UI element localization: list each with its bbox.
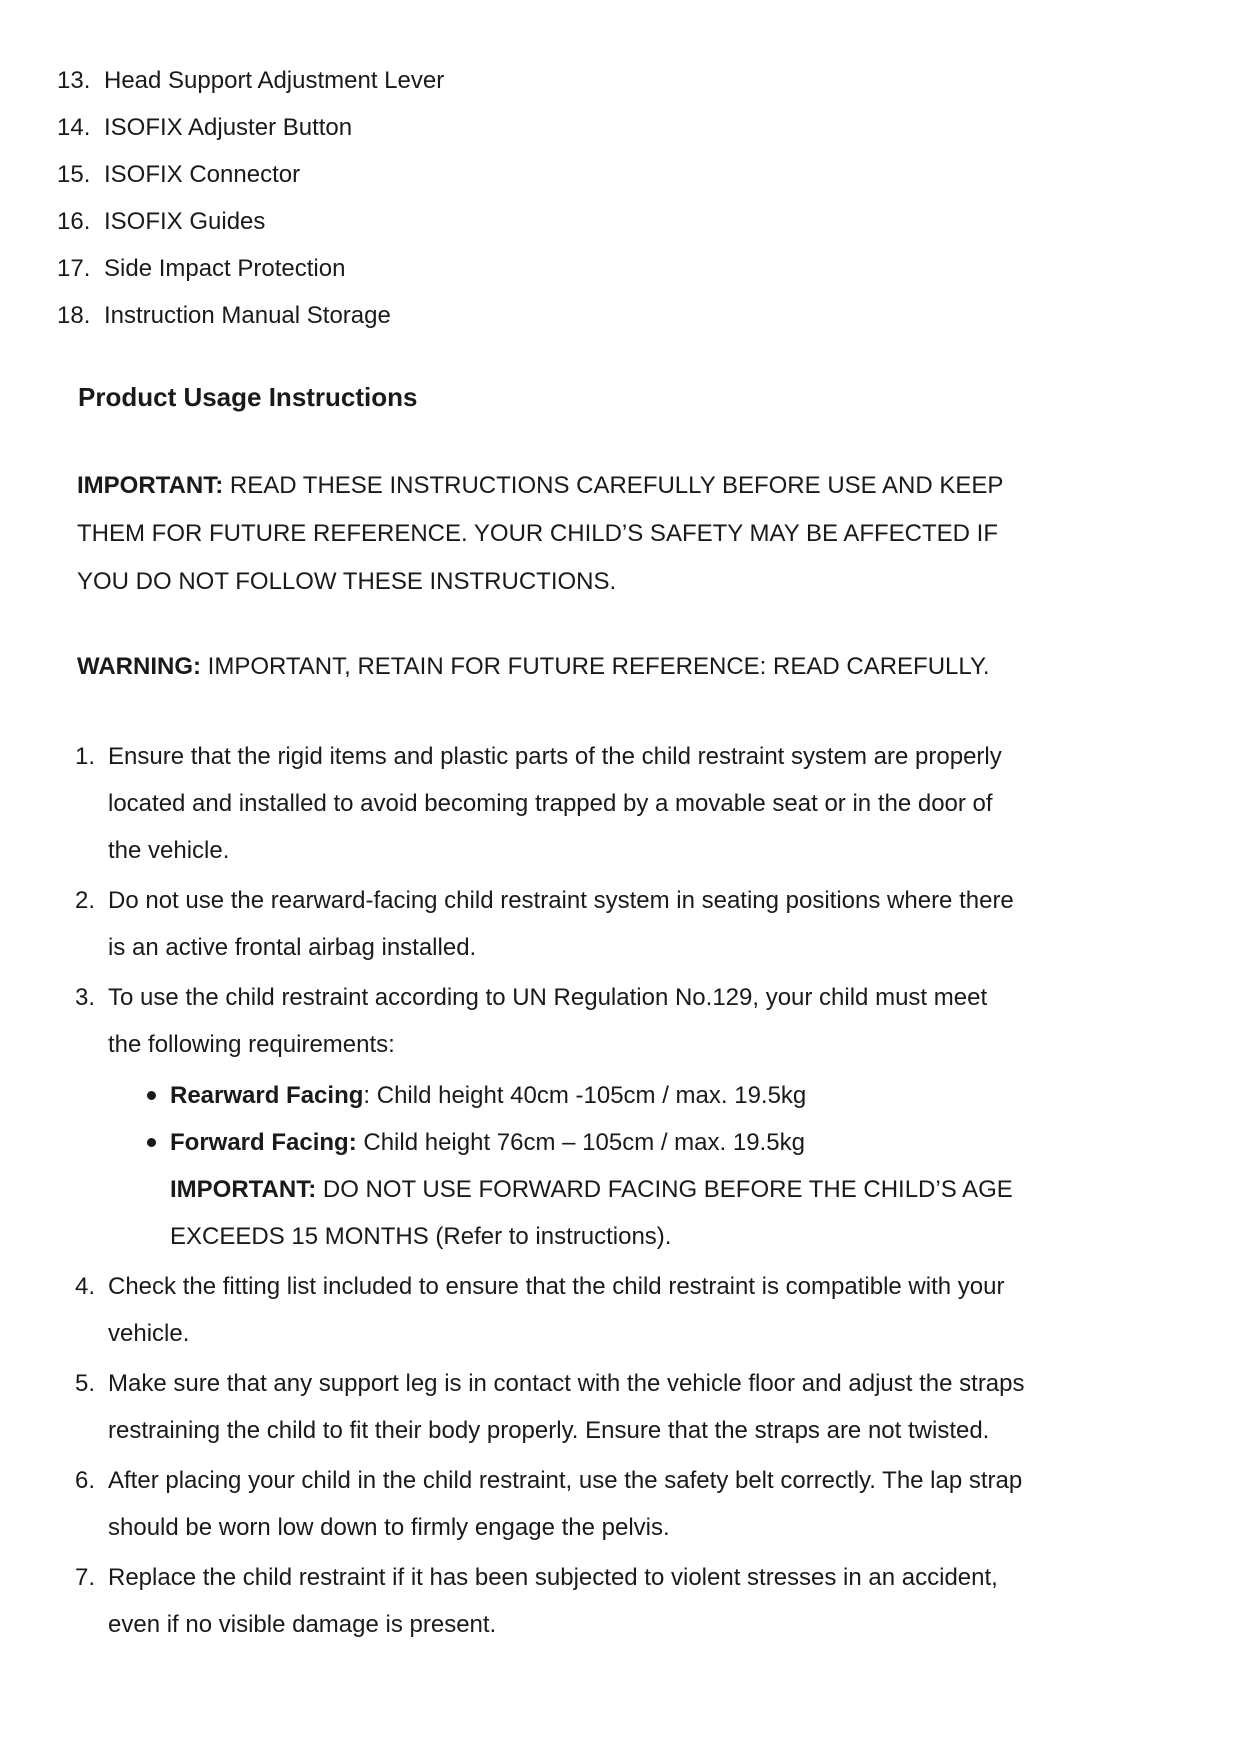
item-label: Instruction Manual Storage — [104, 302, 391, 329]
item-text: Replace the child restraint if it has been subjected to violent stresses in an accident, even if no visible damage is present. — [108, 1564, 998, 1638]
instruction-item-1 — [75, 733, 1025, 874]
parts-list-item-15 — [57, 151, 1240, 198]
instruction-item-4 — [75, 1263, 1025, 1357]
instruction-item-3 — [75, 974, 1025, 1260]
important-text: READ THESE INSTRUCTIONS CAREFULLY BEFORE USE AND KEEP THEM FOR FUTURE REFERENCE. YOUR CHILD’S SAFETY MAY BE AFFECTED IF YOU DO NOT FOLLOW THESE INSTRUCTIONS. — [77, 472, 1003, 595]
bullet-forward-facing — [108, 1119, 1025, 1166]
instruction-item-7 — [75, 1554, 1025, 1648]
item-number: 18. — [57, 302, 91, 329]
item-text: Make sure that any support leg is in contact with the vehicle floor and adjust the straps restraining the child to fit their body properly. Ensure that the straps are not twisted. — [108, 1370, 1025, 1444]
instruction-item-5 — [75, 1360, 1025, 1454]
warning-label: WARNING: — [77, 653, 201, 680]
bullet-rearward-facing — [108, 1072, 1025, 1119]
section-title: Product Usage Instructions — [78, 382, 418, 412]
warning-text: IMPORTANT, RETAIN FOR FUTURE REFERENCE: READ CAREFULLY. — [200, 653, 990, 680]
bullet-label: Rearward Facing — [170, 1082, 364, 1109]
item-label: ISOFIX Adjuster Button — [104, 114, 353, 141]
bullet-label: Forward Facing: — [170, 1129, 357, 1156]
item-number: 17. — [57, 255, 91, 282]
item-number: 13. — [57, 67, 91, 94]
note-label: IMPORTANT: — [170, 1176, 317, 1203]
item-text: Check the fitting list included to ensure that the child restraint is compatible with your vehicle. — [108, 1273, 1005, 1347]
item-text: Do not use the rearward-facing child restraint system in seating positions where there is an active frontal airbag installed. — [108, 887, 1014, 961]
item-number: 5. — [75, 1370, 96, 1397]
instructions-list — [75, 733, 1240, 1648]
parts-list-item-13 — [57, 57, 1240, 104]
parts-list-item-14 — [57, 104, 1240, 151]
bullet-icon — [147, 1091, 156, 1100]
forward-facing-note — [170, 1166, 1070, 1260]
item-label: Head Support Adjustment Lever — [104, 67, 445, 94]
instruction-item-6 — [75, 1457, 1025, 1551]
bullet-text: Child height 76cm – 105cm / max. 19.5kg — [356, 1129, 805, 1156]
item-text: To use the child restraint according to UN Regulation No.129, your child must meet the following requirements: — [108, 984, 988, 1058]
item-number: 2. — [75, 887, 96, 914]
parts-list-item-18 — [57, 292, 1240, 339]
requirements-bullets — [108, 1072, 1025, 1260]
parts-list — [57, 57, 1240, 339]
item-number: 4. — [75, 1273, 96, 1300]
item-text: Ensure that the rigid items and plastic parts of the child restraint system are properly located and installed to avoid becoming trapped by a movable seat or in the door of the vehicle. — [108, 743, 1002, 864]
note-text: DO NOT USE FORWARD FACING BEFORE THE CHILD’S AGE EXCEEDS 15 MONTHS (Refer to instructions). — [170, 1176, 1013, 1250]
item-number: 6. — [75, 1467, 96, 1494]
instruction-item-2 — [75, 877, 1025, 971]
item-text: After placing your child in the child restraint, use the safety belt correctly. The lap strap should be worn low down to firmly engage the pelvis. — [108, 1467, 1023, 1541]
item-label: Side Impact Protection — [104, 255, 346, 282]
important-label: IMPORTANT: — [77, 472, 224, 499]
warning-notice — [77, 643, 1037, 691]
item-number: 16. — [57, 208, 91, 235]
important-notice — [77, 462, 1037, 606]
item-label: ISOFIX Guides — [104, 208, 266, 235]
item-number: 1. — [75, 743, 96, 770]
item-number: 3. — [75, 984, 96, 1011]
parts-list-item-16 — [57, 198, 1240, 245]
item-number: 14. — [57, 114, 91, 141]
item-number: 7. — [75, 1564, 96, 1591]
bullet-text: : Child height 40cm -105cm / max. 19.5kg — [363, 1082, 807, 1109]
parts-list-item-17 — [57, 245, 1240, 292]
bullet-icon — [147, 1138, 156, 1147]
item-number: 15. — [57, 161, 91, 188]
item-label: ISOFIX Connector — [104, 161, 301, 188]
